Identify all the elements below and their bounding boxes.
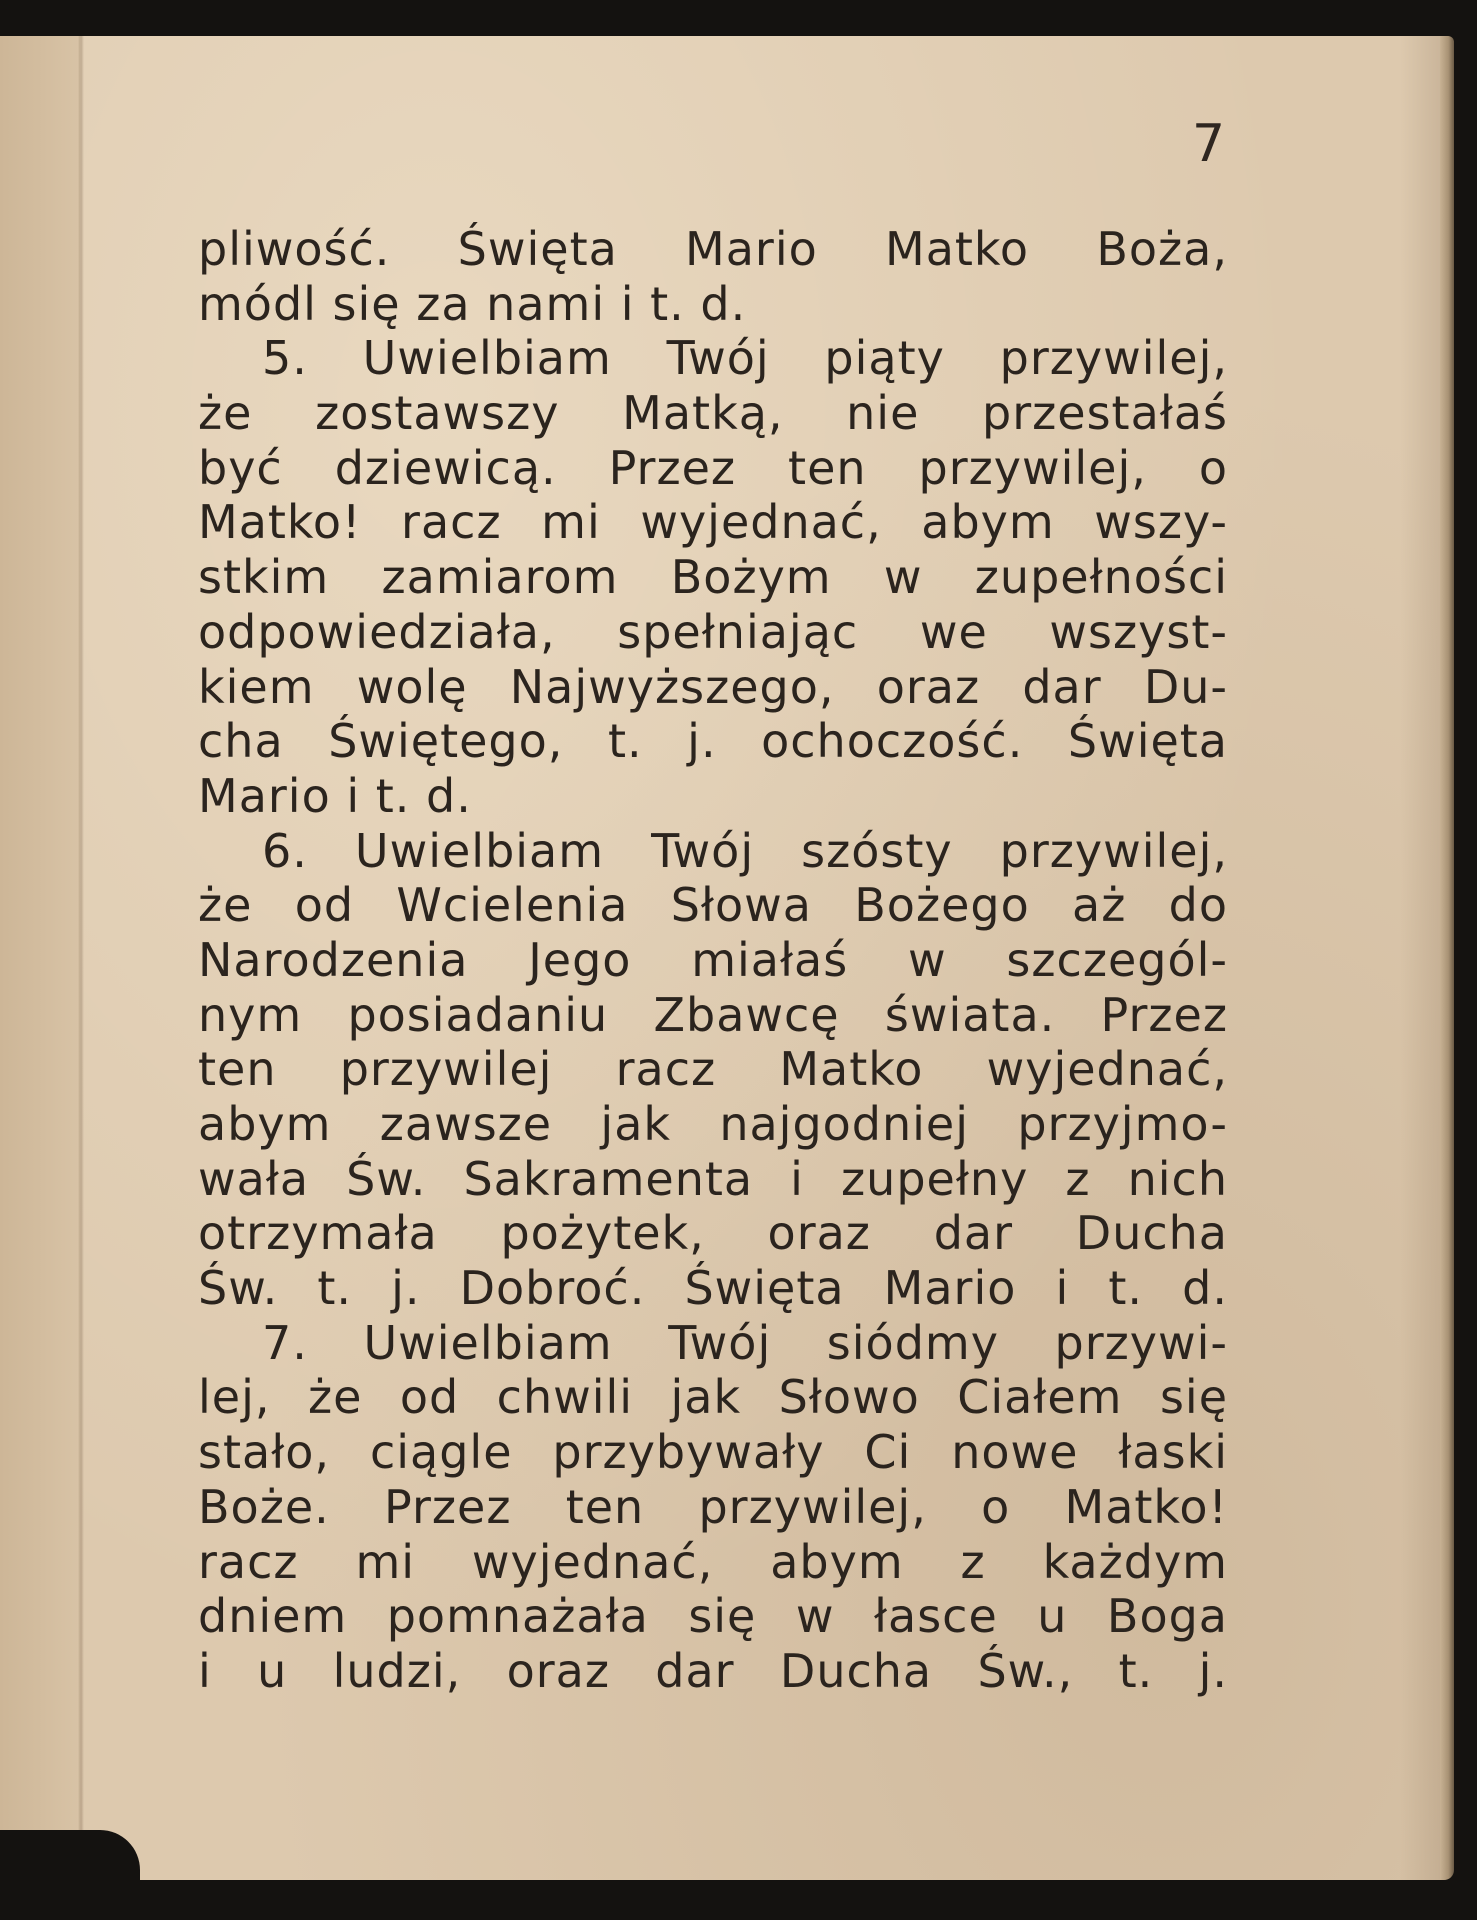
- text-line: że od Wcielenia Słowa Bożego aż do: [198, 878, 1228, 933]
- text-line: stało, ciągle przybywały Ci nowe łaski: [198, 1425, 1228, 1480]
- book-gutter: [78, 36, 84, 1880]
- binding-shadow: [0, 1830, 140, 1920]
- text-line: kiem wolę Najwyższego, oraz dar Du-: [198, 659, 1228, 714]
- text-line: że zostawszy Matką, nie przestałaś: [198, 386, 1228, 441]
- text-line: 7. Uwielbiam Twój siódmy przywi-: [262, 1315, 1228, 1370]
- previous-page-strip: [0, 36, 80, 1880]
- text-line: stkim zamiarom Bożym w zupełności: [198, 550, 1228, 605]
- text-line: ten przywilej racz Matko wyjednać,: [198, 1042, 1228, 1097]
- text-line: Narodzenia Jego miałaś w szczegól-: [198, 932, 1228, 987]
- text-line: cha Świętego, t. j. ochoczość. Święta: [198, 714, 1228, 769]
- text-line: módl się za nami i t. d.: [198, 276, 747, 331]
- text-line: racz mi wyjednać, abym z każdym: [198, 1534, 1228, 1589]
- page-number: 7: [1192, 114, 1226, 174]
- text-line: Matko! racz mi wyjednać, abym wszy-: [198, 495, 1228, 550]
- text-line: wała Św. Sakramenta i zupełny z nich: [198, 1151, 1228, 1206]
- text-line: odpowiedziała, spełniając we wszyst-: [198, 604, 1228, 659]
- text-line: Boże. Przez ten przywilej, o Matko!: [198, 1479, 1228, 1534]
- text-line: abym zawsze jak najgodniej przyjmo-: [198, 1097, 1228, 1151]
- text-line: nym posiadaniu Zbawcę świata. Przez: [198, 987, 1228, 1042]
- text-line: dniem pomnażała się w łasce u Boga: [198, 1589, 1228, 1644]
- text-line: 5. Uwielbiam Twój piąty przywilej,: [262, 331, 1228, 386]
- text-line: 6. Uwielbiam Twój szósty przywilej,: [262, 823, 1228, 878]
- body-text: [198, 222, 1228, 1699]
- text-line: być dziewicą. Przez ten przywilej, o: [198, 440, 1228, 495]
- text-line: Św. t. j. Dobroć. Święta Mario i t. d.: [198, 1261, 1228, 1316]
- text-line: pliwość. Święta Mario Matko Boża,: [198, 222, 1228, 276]
- text-line: i u ludzi, oraz dar Ducha Św., t. j.: [198, 1643, 1228, 1698]
- page-edge: [1440, 36, 1454, 1880]
- text-line: lej, że od chwili jak Słowo Ciałem się: [198, 1370, 1228, 1425]
- text-line: Mario i t. d.: [198, 768, 472, 823]
- text-line: otrzymała pożytek, oraz dar Ducha: [198, 1206, 1228, 1261]
